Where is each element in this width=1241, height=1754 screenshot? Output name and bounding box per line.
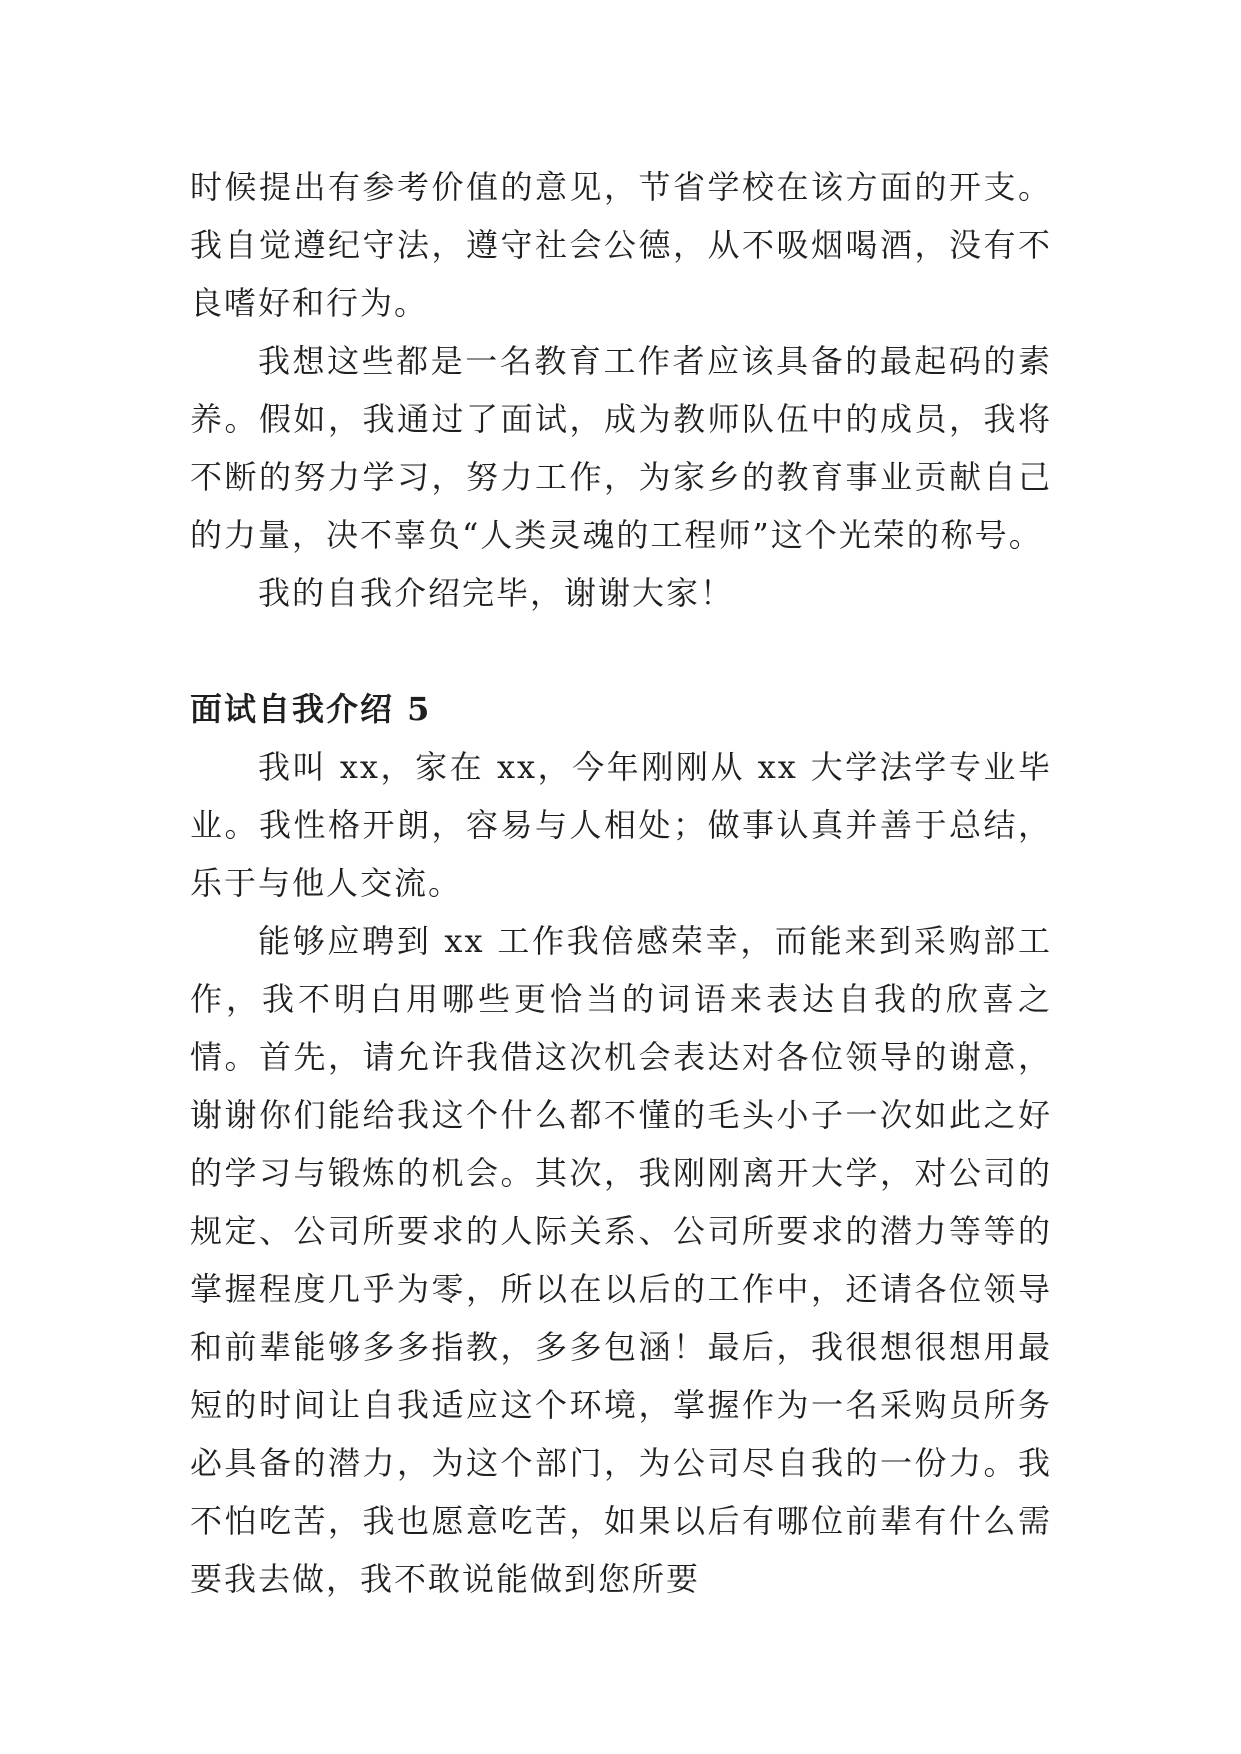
paragraph-qualities: 我想这些都是一名教育工作者应该具备的最起码的素养。假如，我通过了面试，成为教师队伍中的成员，我将不断的努力学习，努力工作，为家乡的教育事业贡献自己的力量，决不辜负“人类灵魂的工程师”这个光荣的称号。 — [190, 342, 1052, 554]
paragraph-continuation: 时候提出有参考价值的意见，节省学校在该方面的开支。我自觉遵纪守法，遵守社会公德，从不吸烟喝酒，没有不良嗜好和行为。 — [190, 168, 1052, 322]
document-body — [190, 158, 1052, 1608]
paragraph-procurement: 能够应聘到 xx 工作我倍感荣幸，而能来到采购部工作，我不明白用哪些更恰当的词语来表达自我的欣喜之情。首先，请允许我借这次机会表达对各位领导的谢意，谢谢你们能给我这个什么都不懂的毛头小子一次如此之好的学习与锻炼的机会。其次，我刚刚离开大学，对公司的规定、公司所要求的人际关系、公司所要求的潜力等等的掌握程度几乎为零，所以在以后的工作中，还请各位领导和前辈能够多多指教，多多包涵！最后，我很想很想用最短的时间让自我适应这个环境，掌握作为一名采购员所务必具备的潜力，为这个部门，为公司尽自我的一份力。我不怕吃苦，我也愿意吃苦，如果以后有哪位前辈有什么需要我去做，我不敢说能做到您所要 — [190, 922, 1052, 1598]
paragraph-closing: 我的自我介绍完毕，谢谢大家！ — [258, 574, 735, 612]
section-heading: 面试自我介绍 5 — [190, 690, 432, 728]
paragraph-intro: 我叫 xx，家在 xx，今年刚刚从 xx 大学法学专业毕业。我性格开朗，容易与人相处；做事认真并善于总结，乐于与他人交流。 — [190, 748, 1052, 902]
